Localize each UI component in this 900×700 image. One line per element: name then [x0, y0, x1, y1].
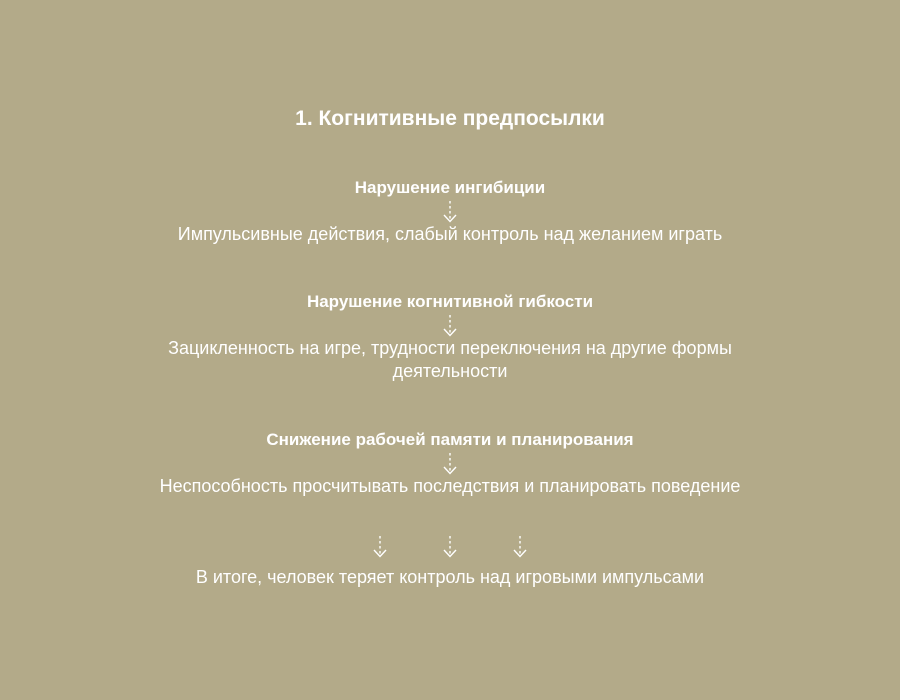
section-heading: Снижение рабочей памяти и планирования	[266, 430, 634, 449]
section-heading: Нарушение когнитивной гибкости	[306, 292, 594, 311]
section-description: Неспособность просчитывать последствия и планировать поведение	[159, 476, 741, 496]
dashed-down-arrow-icon	[442, 535, 458, 559]
diagram-title: 1. Когнитивные предпосылки	[295, 107, 605, 130]
section-inhibition	[0, 177, 900, 246]
dashed-down-arrow-icon	[512, 535, 528, 559]
dashed-down-arrow-icon	[442, 200, 458, 224]
dashed-down-arrow-icon	[372, 535, 388, 559]
section-flexibility	[0, 291, 900, 383]
conclusion-arrows	[372, 535, 528, 559]
section-description: Импульсивные действия, слабый контроль над желанием играть	[177, 224, 723, 244]
section-working-memory	[0, 429, 900, 498]
section-heading: Нарушение ингибиции	[354, 178, 546, 197]
dashed-down-arrow-icon	[442, 314, 458, 338]
section-description: Зацикленность на игре, трудности переключения на другие формы деятельности	[168, 338, 732, 381]
conclusion-text: В итоге, человек теряет контроль над игровыми импульсами	[195, 567, 705, 587]
dashed-down-arrow-icon	[442, 452, 458, 476]
